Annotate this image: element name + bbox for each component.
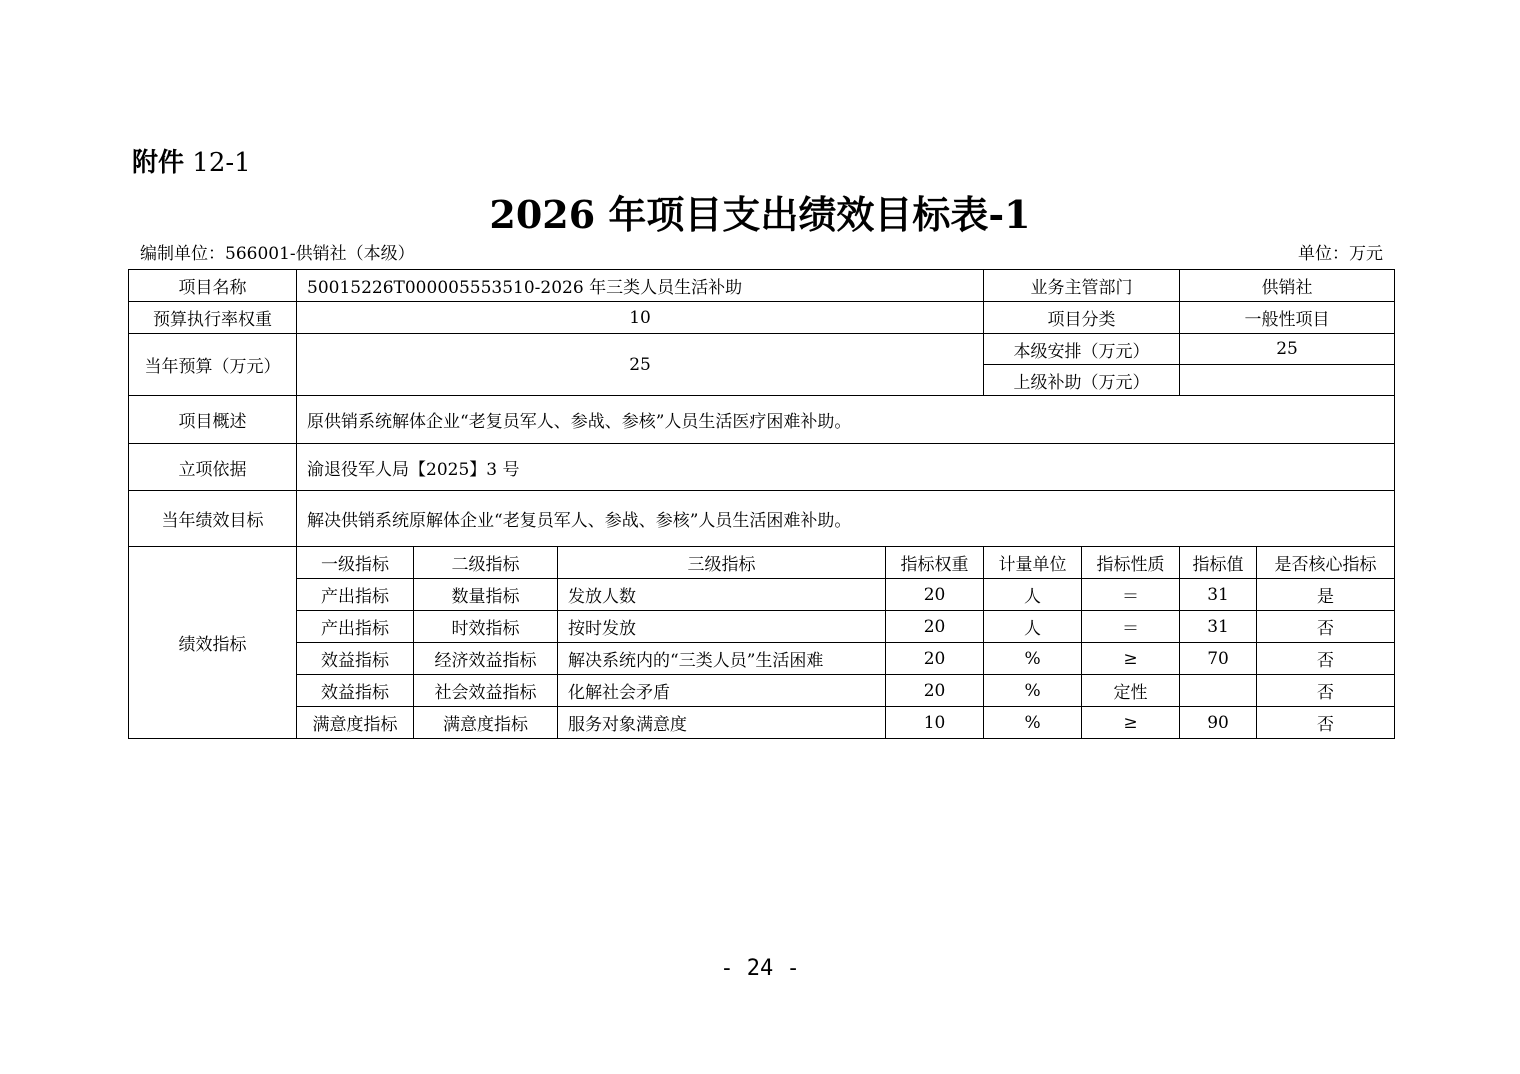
weight-cell: 20: [886, 675, 984, 707]
level2-cell: 经济效益指标: [414, 643, 558, 675]
value-cell: 31: [1180, 611, 1257, 643]
nature-cell: ≥: [1082, 643, 1180, 675]
level3-cell: 化解社会矛盾: [558, 675, 886, 707]
core-cell: 否: [1257, 675, 1395, 707]
core-cell: 否: [1257, 611, 1395, 643]
core-cell: 否: [1257, 643, 1395, 675]
row-weight: [129, 302, 1395, 334]
value-cell: 90: [1180, 707, 1257, 739]
attachment-number: 12-1: [192, 148, 251, 178]
level3-cell: 发放人数: [558, 579, 886, 611]
level2-cell: 满意度指标: [414, 707, 558, 739]
unit-cell: %: [984, 643, 1082, 675]
upper-funding-label: 上级补助（万元）: [984, 365, 1180, 396]
attachment-label: 附件: [132, 148, 185, 178]
weight-cell: 20: [886, 611, 984, 643]
category-value: 一般性项目: [1180, 302, 1395, 334]
unit-cell: %: [984, 707, 1082, 739]
row-budget: [129, 334, 1395, 365]
dept-value: 供销社: [1180, 270, 1395, 302]
overview-value: 原供销系统解体企业“老复员军人、参战、参核”人员生活医疗困难补助。: [297, 396, 1395, 444]
project-name-value: 50015226T000005553510-2026 年三类人员生活补助: [297, 270, 984, 302]
weight-label: 预算执行率权重: [129, 302, 297, 334]
table-row: [129, 675, 1395, 707]
goal-label: 当年绩效目标: [129, 491, 297, 547]
header-level3: 三级指标: [558, 547, 886, 579]
local-funding-value: 25: [1180, 334, 1395, 365]
local-funding-label: 本级安排（万元）: [984, 334, 1180, 365]
nature-cell: ≥: [1082, 707, 1180, 739]
table-row: [129, 611, 1395, 643]
indicators-section-label: 绩效指标: [129, 547, 297, 739]
unit-cell: 人: [984, 611, 1082, 643]
level1-cell: 满意度指标: [297, 707, 414, 739]
attachment-heading: [132, 146, 251, 180]
header-core: 是否核心指标: [1257, 547, 1395, 579]
level1-cell: 产出指标: [297, 579, 414, 611]
currency-unit: 单位：万元: [1298, 244, 1383, 264]
header-weight: 指标权重: [886, 547, 984, 579]
nature-cell: ＝: [1082, 611, 1180, 643]
weight-cell: 10: [886, 707, 984, 739]
basis-label: 立项依据: [129, 444, 297, 491]
level1-cell: 效益指标: [297, 643, 414, 675]
core-cell: 是: [1257, 579, 1395, 611]
weight-value: 10: [297, 302, 984, 334]
value-cell: [1180, 675, 1257, 707]
row-basis: [129, 444, 1395, 491]
core-cell: 否: [1257, 707, 1395, 739]
level2-cell: 社会效益指标: [414, 675, 558, 707]
header-level1: 一级指标: [297, 547, 414, 579]
value-cell: 31: [1180, 579, 1257, 611]
indicator-header-row: [129, 547, 1395, 579]
basis-value: 渝退役军人局【2025】3 号: [297, 444, 1395, 491]
table-row: [129, 579, 1395, 611]
dept-label: 业务主管部门: [984, 270, 1180, 302]
level1-cell: 效益指标: [297, 675, 414, 707]
level2-cell: 时效指标: [414, 611, 558, 643]
level3-cell: 按时发放: [558, 611, 886, 643]
goal-value: 解决供销系统原解体企业“老复员军人、参战、参核”人员生活困难补助。: [297, 491, 1395, 547]
header-level2: 二级指标: [414, 547, 558, 579]
overview-label: 项目概述: [129, 396, 297, 444]
project-name-label: 项目名称: [129, 270, 297, 302]
upper-funding-value: [1180, 365, 1395, 396]
table-row: [129, 707, 1395, 739]
header-nature: 指标性质: [1082, 547, 1180, 579]
unit-cell: 人: [984, 579, 1082, 611]
weight-cell: 20: [886, 643, 984, 675]
header-unit: 计量单位: [984, 547, 1082, 579]
level3-cell: 解决系统内的“三类人员”生活困难: [558, 643, 886, 675]
row-overview: [129, 396, 1395, 444]
level1-cell: 产出指标: [297, 611, 414, 643]
budget-value: 25: [297, 334, 984, 396]
header-value: 指标值: [1180, 547, 1257, 579]
table-row: [129, 643, 1395, 675]
compiling-unit: 编制单位：566001-供销社（本级）: [140, 244, 415, 264]
budget-label: 当年预算（万元）: [129, 334, 297, 396]
value-cell: 70: [1180, 643, 1257, 675]
category-label: 项目分类: [984, 302, 1180, 334]
level3-cell: 服务对象满意度: [558, 707, 886, 739]
page-number: - 24 -: [720, 956, 800, 981]
nature-cell: 定性: [1082, 675, 1180, 707]
nature-cell: ＝: [1082, 579, 1180, 611]
unit-cell: %: [984, 675, 1082, 707]
row-goal: [129, 491, 1395, 547]
row-project-name: [129, 270, 1395, 302]
document-title: 2026 年项目支出绩效目标表-1: [489, 192, 1031, 237]
level2-cell: 数量指标: [414, 579, 558, 611]
weight-cell: 20: [886, 579, 984, 611]
performance-table: [128, 269, 1395, 739]
